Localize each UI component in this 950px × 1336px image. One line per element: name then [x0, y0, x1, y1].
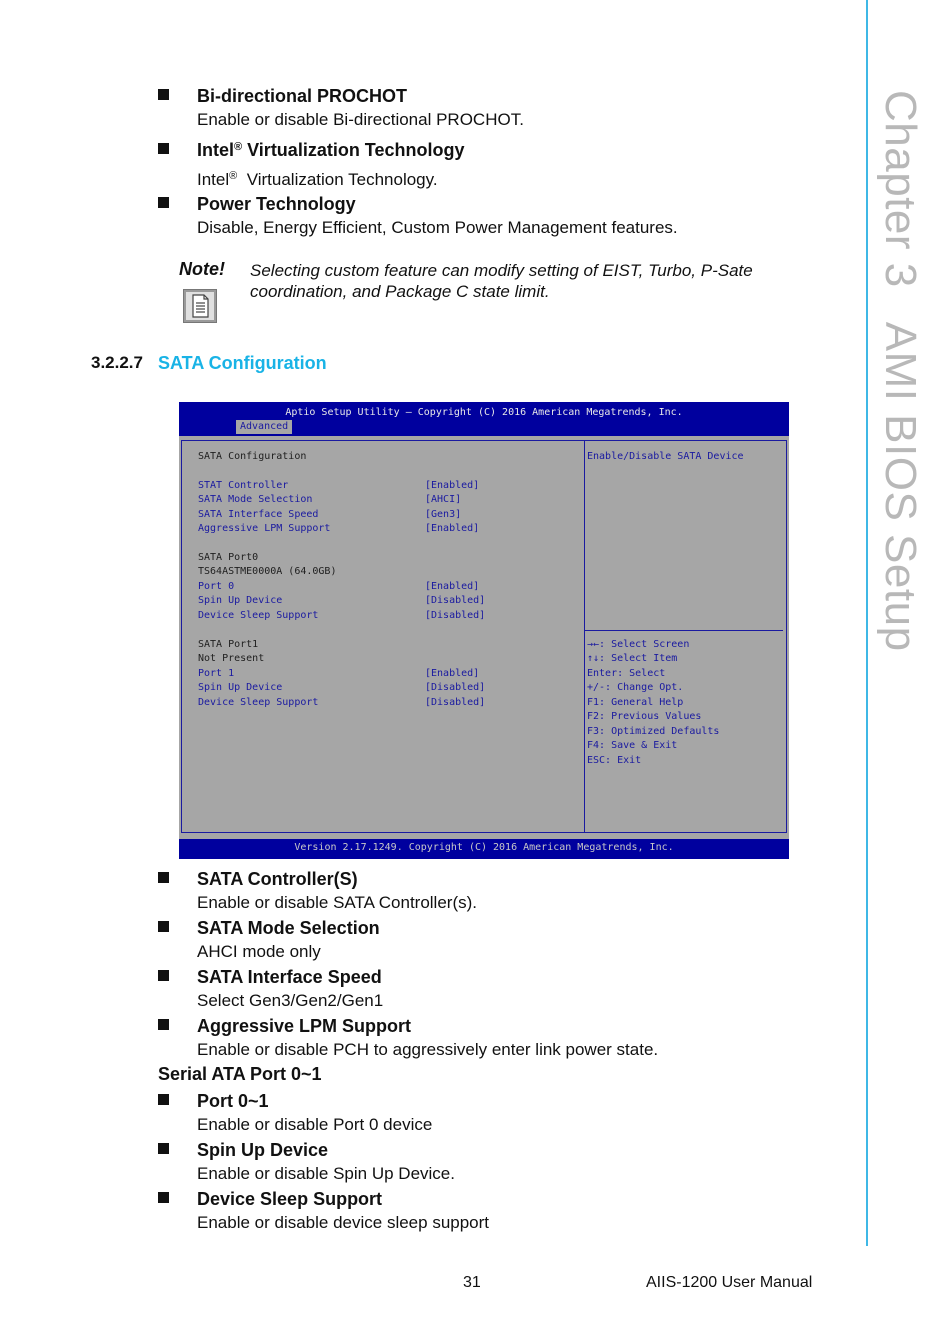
bullet-icon — [158, 872, 169, 883]
item-desc: AHCI mode only — [197, 942, 321, 961]
bios-line-label: SATA Port1 — [198, 639, 259, 650]
bios-screenshot — [179, 402, 789, 859]
bios-line-label: Port 1 — [198, 668, 235, 679]
list-item — [158, 193, 818, 239]
list-item — [158, 917, 818, 963]
bullet-icon — [158, 970, 169, 981]
list-item — [158, 1090, 818, 1136]
bios-line-value: [Disabled] — [425, 697, 486, 708]
bios-header-text: Aptio Setup Utility – Copyright (C) 2016 American Megatrends, Inc. — [285, 407, 683, 418]
note-label: Note! — [179, 259, 225, 279]
bios-line-label: TS64ASTME0000A (64.0GB) — [198, 566, 337, 577]
section-number: 3.2.2.7 — [91, 353, 143, 372]
item-title: Bi-directional PROCHOT — [197, 86, 408, 106]
bios-line-value: [Disabled] — [425, 682, 486, 693]
item-title: SATA Mode Selection — [197, 918, 380, 938]
list-item — [158, 136, 818, 191]
bios-line-value: [Enabled] — [425, 668, 480, 679]
bullet-icon — [158, 1019, 169, 1030]
bullet-icon — [158, 143, 169, 154]
bios-line-value: [Enabled] — [425, 523, 480, 534]
bios-line-label: Not Present — [198, 653, 265, 664]
bios-line-value: [Enabled] — [425, 480, 480, 491]
bios-key-hint: ↑↓: Select Item — [587, 653, 678, 664]
bios-line-value: [Gen3] — [425, 509, 462, 520]
item-desc: Intel® Virtualization Technology. — [197, 170, 438, 189]
bios-header-bar — [179, 402, 789, 436]
item-desc: Enable or disable Bi-directional PROCHOT. — [197, 110, 524, 129]
bios-line-label: SATA Port0 — [198, 552, 259, 563]
bios-key-hint: Enter: Select — [587, 668, 666, 679]
list-item — [158, 966, 818, 1012]
bios-key-hint: F2: Previous Values — [587, 711, 702, 722]
item-desc: Enable or disable Port 0 device — [197, 1115, 433, 1134]
bullet-icon — [158, 921, 169, 932]
subheading: Serial ATA Port 0~1 — [158, 1064, 322, 1084]
bios-key-hint: ESC: Exit — [587, 755, 642, 766]
bios-footer-text: Version 2.17.1249. Copyright (C) 2016 American Megatrends, Inc. — [294, 842, 674, 853]
bullet-icon — [158, 1094, 169, 1105]
item-desc: Select Gen3/Gen2/Gen1 — [197, 991, 384, 1010]
bullet-icon — [158, 89, 169, 100]
list-item — [158, 1015, 818, 1061]
item-title: SATA Interface Speed — [197, 967, 382, 987]
chapter-name: AMI BIOS Setup — [876, 321, 925, 652]
item-title: Intel® Virtualization Technology — [197, 140, 465, 160]
bios-line-label: SATA Mode Selection — [198, 494, 313, 505]
bios-line-label: Device Sleep Support — [198, 610, 319, 621]
item-title: Port 0~1 — [197, 1091, 269, 1111]
list-item — [158, 1188, 818, 1234]
bios-line-label: Spin Up Device — [198, 682, 283, 693]
side-accent-line — [866, 0, 868, 1246]
bullet-icon — [158, 197, 169, 208]
bios-key-hint: F4: Save & Exit — [587, 740, 678, 751]
bios-line-label: Device Sleep Support — [198, 697, 319, 708]
bullet-icon — [158, 1192, 169, 1203]
list-item — [158, 1139, 818, 1185]
bios-key-hint: +/-: Change Opt. — [587, 682, 684, 693]
bios-help-divider — [585, 630, 783, 631]
section-title: SATA Configuration — [158, 353, 327, 373]
chapter-side-title — [875, 90, 925, 652]
bios-line-label: Port 0 — [198, 581, 235, 592]
item-desc: Enable or disable device sleep support — [197, 1213, 490, 1232]
bios-line-value: [AHCI] — [425, 494, 462, 505]
item-title: SATA Controller(S) — [197, 869, 358, 889]
bios-line-label: SATA Interface Speed — [198, 509, 319, 520]
bios-key-hint: →←: Select Screen — [587, 639, 690, 650]
item-title: Spin Up Device — [197, 1140, 329, 1160]
bios-help-text: Enable/Disable SATA Device — [587, 451, 744, 462]
bios-line-label: Spin Up Device — [198, 595, 283, 606]
note-text: Selecting custom feature can modify setting of EIST, Turbo, P-Sate coordination, and Package C state limit. — [250, 261, 753, 301]
bios-divider — [584, 440, 585, 833]
item-title: Device Sleep Support — [197, 1189, 383, 1209]
manual-title: AIIS-1200 User Manual — [646, 1274, 813, 1291]
item-desc: Enable or disable PCH to aggressively enter link power state. — [197, 1040, 659, 1059]
bios-line-value: [Enabled] — [425, 581, 480, 592]
item-desc: Enable or disable Spin Up Device. — [197, 1164, 455, 1183]
list-item — [158, 85, 818, 131]
bios-line-label: SATA Configuration — [198, 451, 307, 462]
item-title: Aggressive LPM Support — [197, 1016, 412, 1036]
bios-line-value: [Disabled] — [425, 595, 486, 606]
list-item — [158, 868, 818, 914]
bios-key-hint: F3: Optimized Defaults — [587, 726, 720, 737]
item-desc: Enable or disable SATA Controller(s). — [197, 893, 477, 912]
bios-tab-advanced: Advanced — [236, 420, 292, 434]
bios-footer-bar — [179, 839, 789, 859]
bios-key-hint: F1: General Help — [587, 697, 684, 708]
bios-line-value: [Disabled] — [425, 610, 486, 621]
item-desc: Disable, Energy Efficient, Custom Power Management features. — [197, 218, 678, 237]
bullet-icon — [158, 1143, 169, 1154]
bios-line-label: STAT Controller — [198, 480, 289, 491]
page-number: 31 — [463, 1274, 481, 1291]
bios-line-label: Aggressive LPM Support — [198, 523, 331, 534]
item-title: Power Technology — [197, 194, 356, 214]
note-document-icon — [183, 289, 217, 323]
chapter-label: Chapter 3 — [876, 90, 925, 288]
